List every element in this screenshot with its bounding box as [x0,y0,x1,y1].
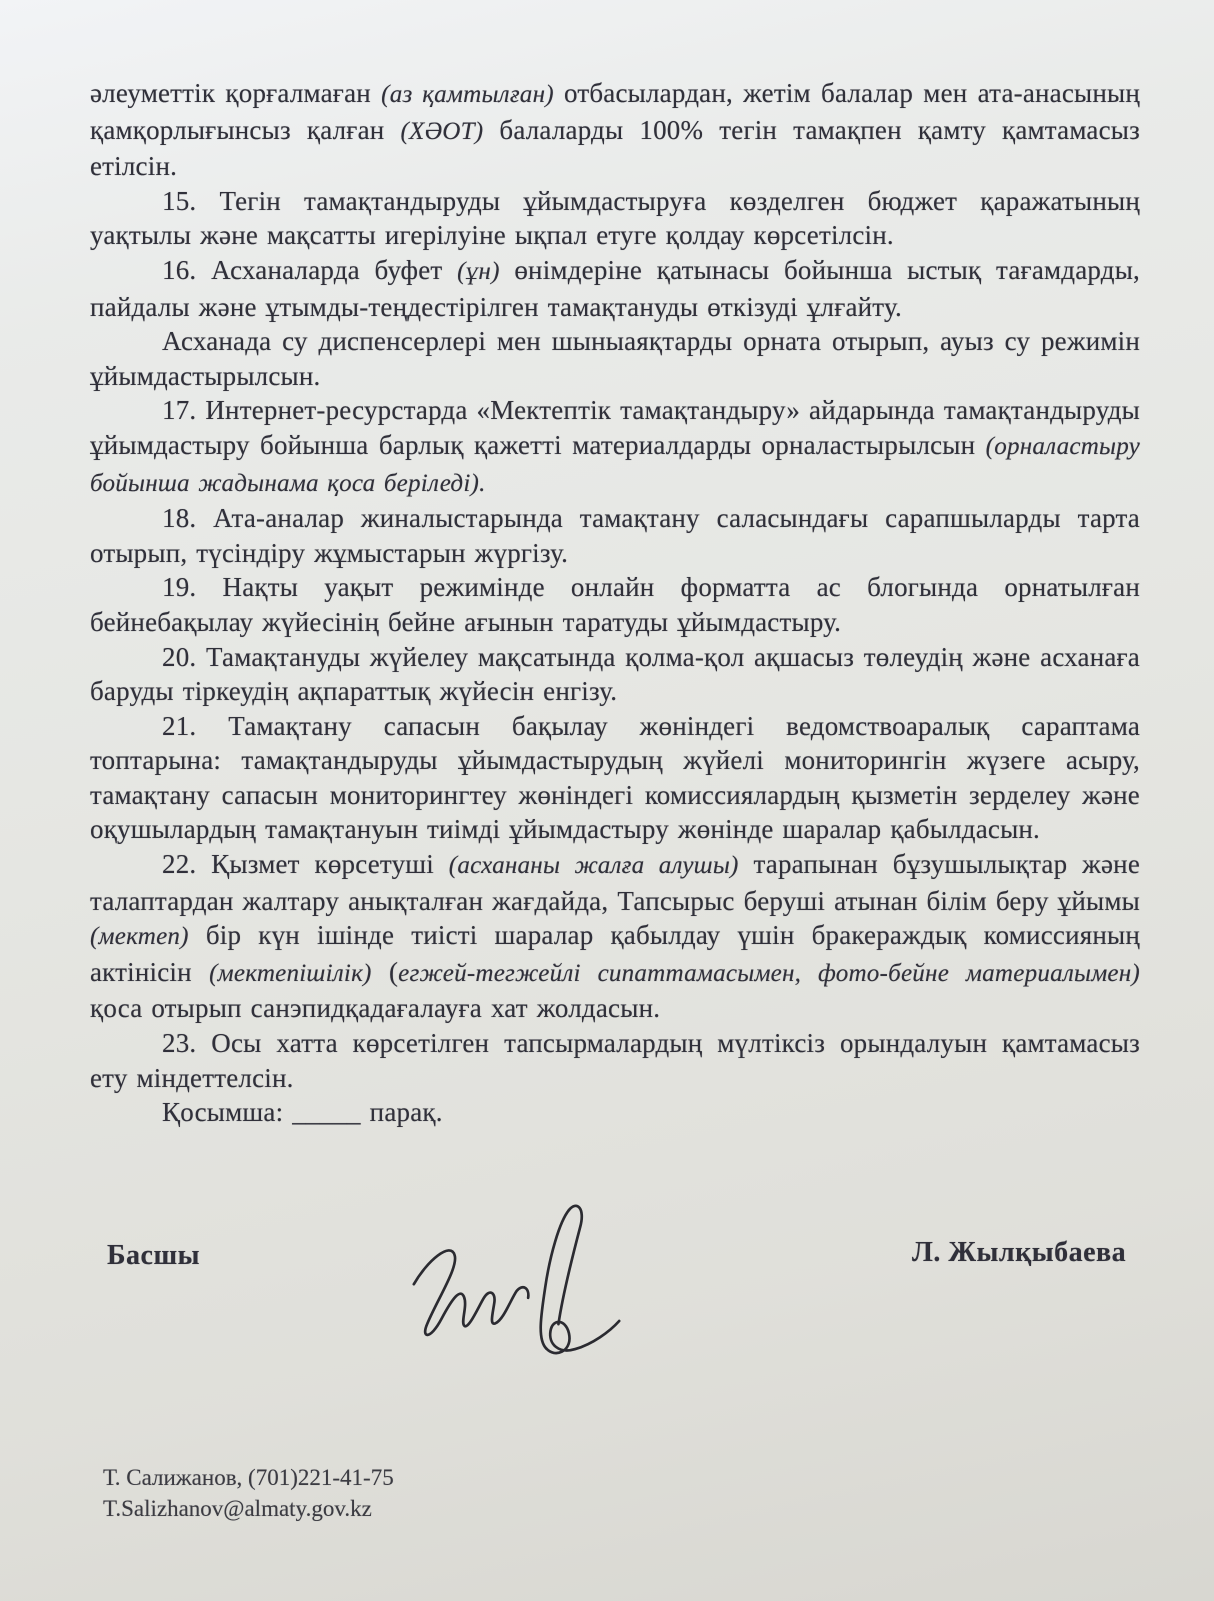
text-run: өнімдеріне қатынасы бойынша ыстық тағамдарды, пайдалы және ұтымды-теңдестірілген тамақтануды өткізуді ұлғайту. [90,254,1140,322]
text-run: Қосымша: _____ парақ. [162,1097,443,1128]
footer-contact [103,1462,394,1524]
document-body [90,76,1140,1130]
text-run: 17. Интернет-ресурстарда «Мектептік тамақтандыру» айдарында тамақтандыруды ұйымдастыру бойынша барлық қажетті материалдарды орналастырылсын [90,395,1140,460]
paragraph [90,76,1140,184]
signature-block [0,1192,1214,1362]
text-run: 16. Асханаларда буфет [162,254,458,285]
text-run: 15. Тегін тамақтандыруды ұйымдастыруға көзделген бюджет қаражатының уақтылы және мақсатты игерілуіне ықпал етуге қолдау көрсетілсін. [90,185,1140,251]
paragraph [90,253,1140,324]
italic-text-run: егжей-тегжейлі сипаттамасымен, фото-бейне материалымен) [398,959,1140,987]
paragraph [90,501,1140,570]
italic-text-run: (асхананы жалға алушы) [448,852,739,880]
italic-text-run: (орналастыру бойынша жадынама қоса беріледі). [90,432,1140,497]
paragraph [90,709,1140,847]
signer-name: Л. Жылқыбаева [912,1237,1127,1268]
paragraph [90,1026,1140,1095]
executor-email: T.Salizhanov@almaty.gov.kz [103,1496,372,1521]
text-run: 22. Қызмет көрсетуші [162,849,449,880]
text-run: 18. Ата-аналар жиналыстарында тамақтану саласындағы сарапшыларды тарта отырып, түсіндіру жұмыстарын жүргізу. [90,503,1140,568]
paragraph [90,570,1140,639]
signer-title: Басшы [107,1240,200,1271]
text-run: Асханада су диспенсерлері мен шыныаяқтарды орната отырып, ауыз су режимін ұйымдастырылсын. [90,326,1140,391]
paragraph [90,847,1140,1026]
italic-text-run: (аз қамтылған) [381,81,554,108]
paragraph [90,640,1140,709]
text-run: отбасылардан, жетім балалар мен ата-анасының қамқорлығынсыз қалған [90,78,1140,145]
text-run: балаларды 100% тегін тамақпен қамту қамтамасыз етілсін. [90,114,1140,182]
italic-text-run: (мектеп) [90,923,189,951]
signature-icon [394,1190,652,1368]
text-run: 19. Нақты уақыт режимінде онлайн форматта ас блогында орнатылған бейнебақылау жүйесінің бейне ағынын таратуды ұйымдастыру. [90,572,1140,637]
italic-text-run: (ұн) [457,257,500,285]
text-run: 23. Осы хатта көрсетілген тапсырмалардың мүлтіксіз орындалуын қамтамасыз ету міндеттелсін. [90,1028,1140,1093]
text-run: 21. Тамақтану сапасын бақылау жөніндегі ведомствоаралық сараптама топтарына: тамақтандыруды ұйымдастырудың жүйелі мониторингін жүзеге асыру, тамақтану сапасын мониторингтеу жөніндегі комиссиялардың қызметін зерделеу және оқушылардың тамақтануын тиімді ұйымдастыру жөнінде шаралар қабылдасын. [90,710,1140,845]
paragraph [90,184,1140,253]
paragraph [90,324,1140,393]
text-run: бір күн ішінде тиісті шаралар қабылдау үшін бракераждық комиссияның актінісін [90,920,1140,987]
executor-name-phone: Т. Салижанов, (701)221-41-75 [103,1465,394,1490]
italic-text-run: (ХӘОТ) [400,117,484,145]
text-run: тарапынан бұзушылықтар және талаптардан жалтару анықталған жағдайда, Тапсырыс беруші атынан білім беру ұйымы [90,849,1140,916]
paragraph [90,393,1140,501]
text-run: әлеуметтік қорғалмаған [90,78,382,108]
text-run: 20. Тамақтануды жүйелеу мақсатында қолма-қол ақшасыз төлеудің және асханаға баруды тіркеудің ақпараттық жүйесін енгізу. [90,641,1140,707]
paragraph [90,1095,1140,1130]
italic-text-run: (мектепішілік) [209,959,372,987]
text-run: қоса отырып санэпидқадағалауға хат жолдасын. [90,993,661,1024]
text-run: ( [371,956,399,987]
